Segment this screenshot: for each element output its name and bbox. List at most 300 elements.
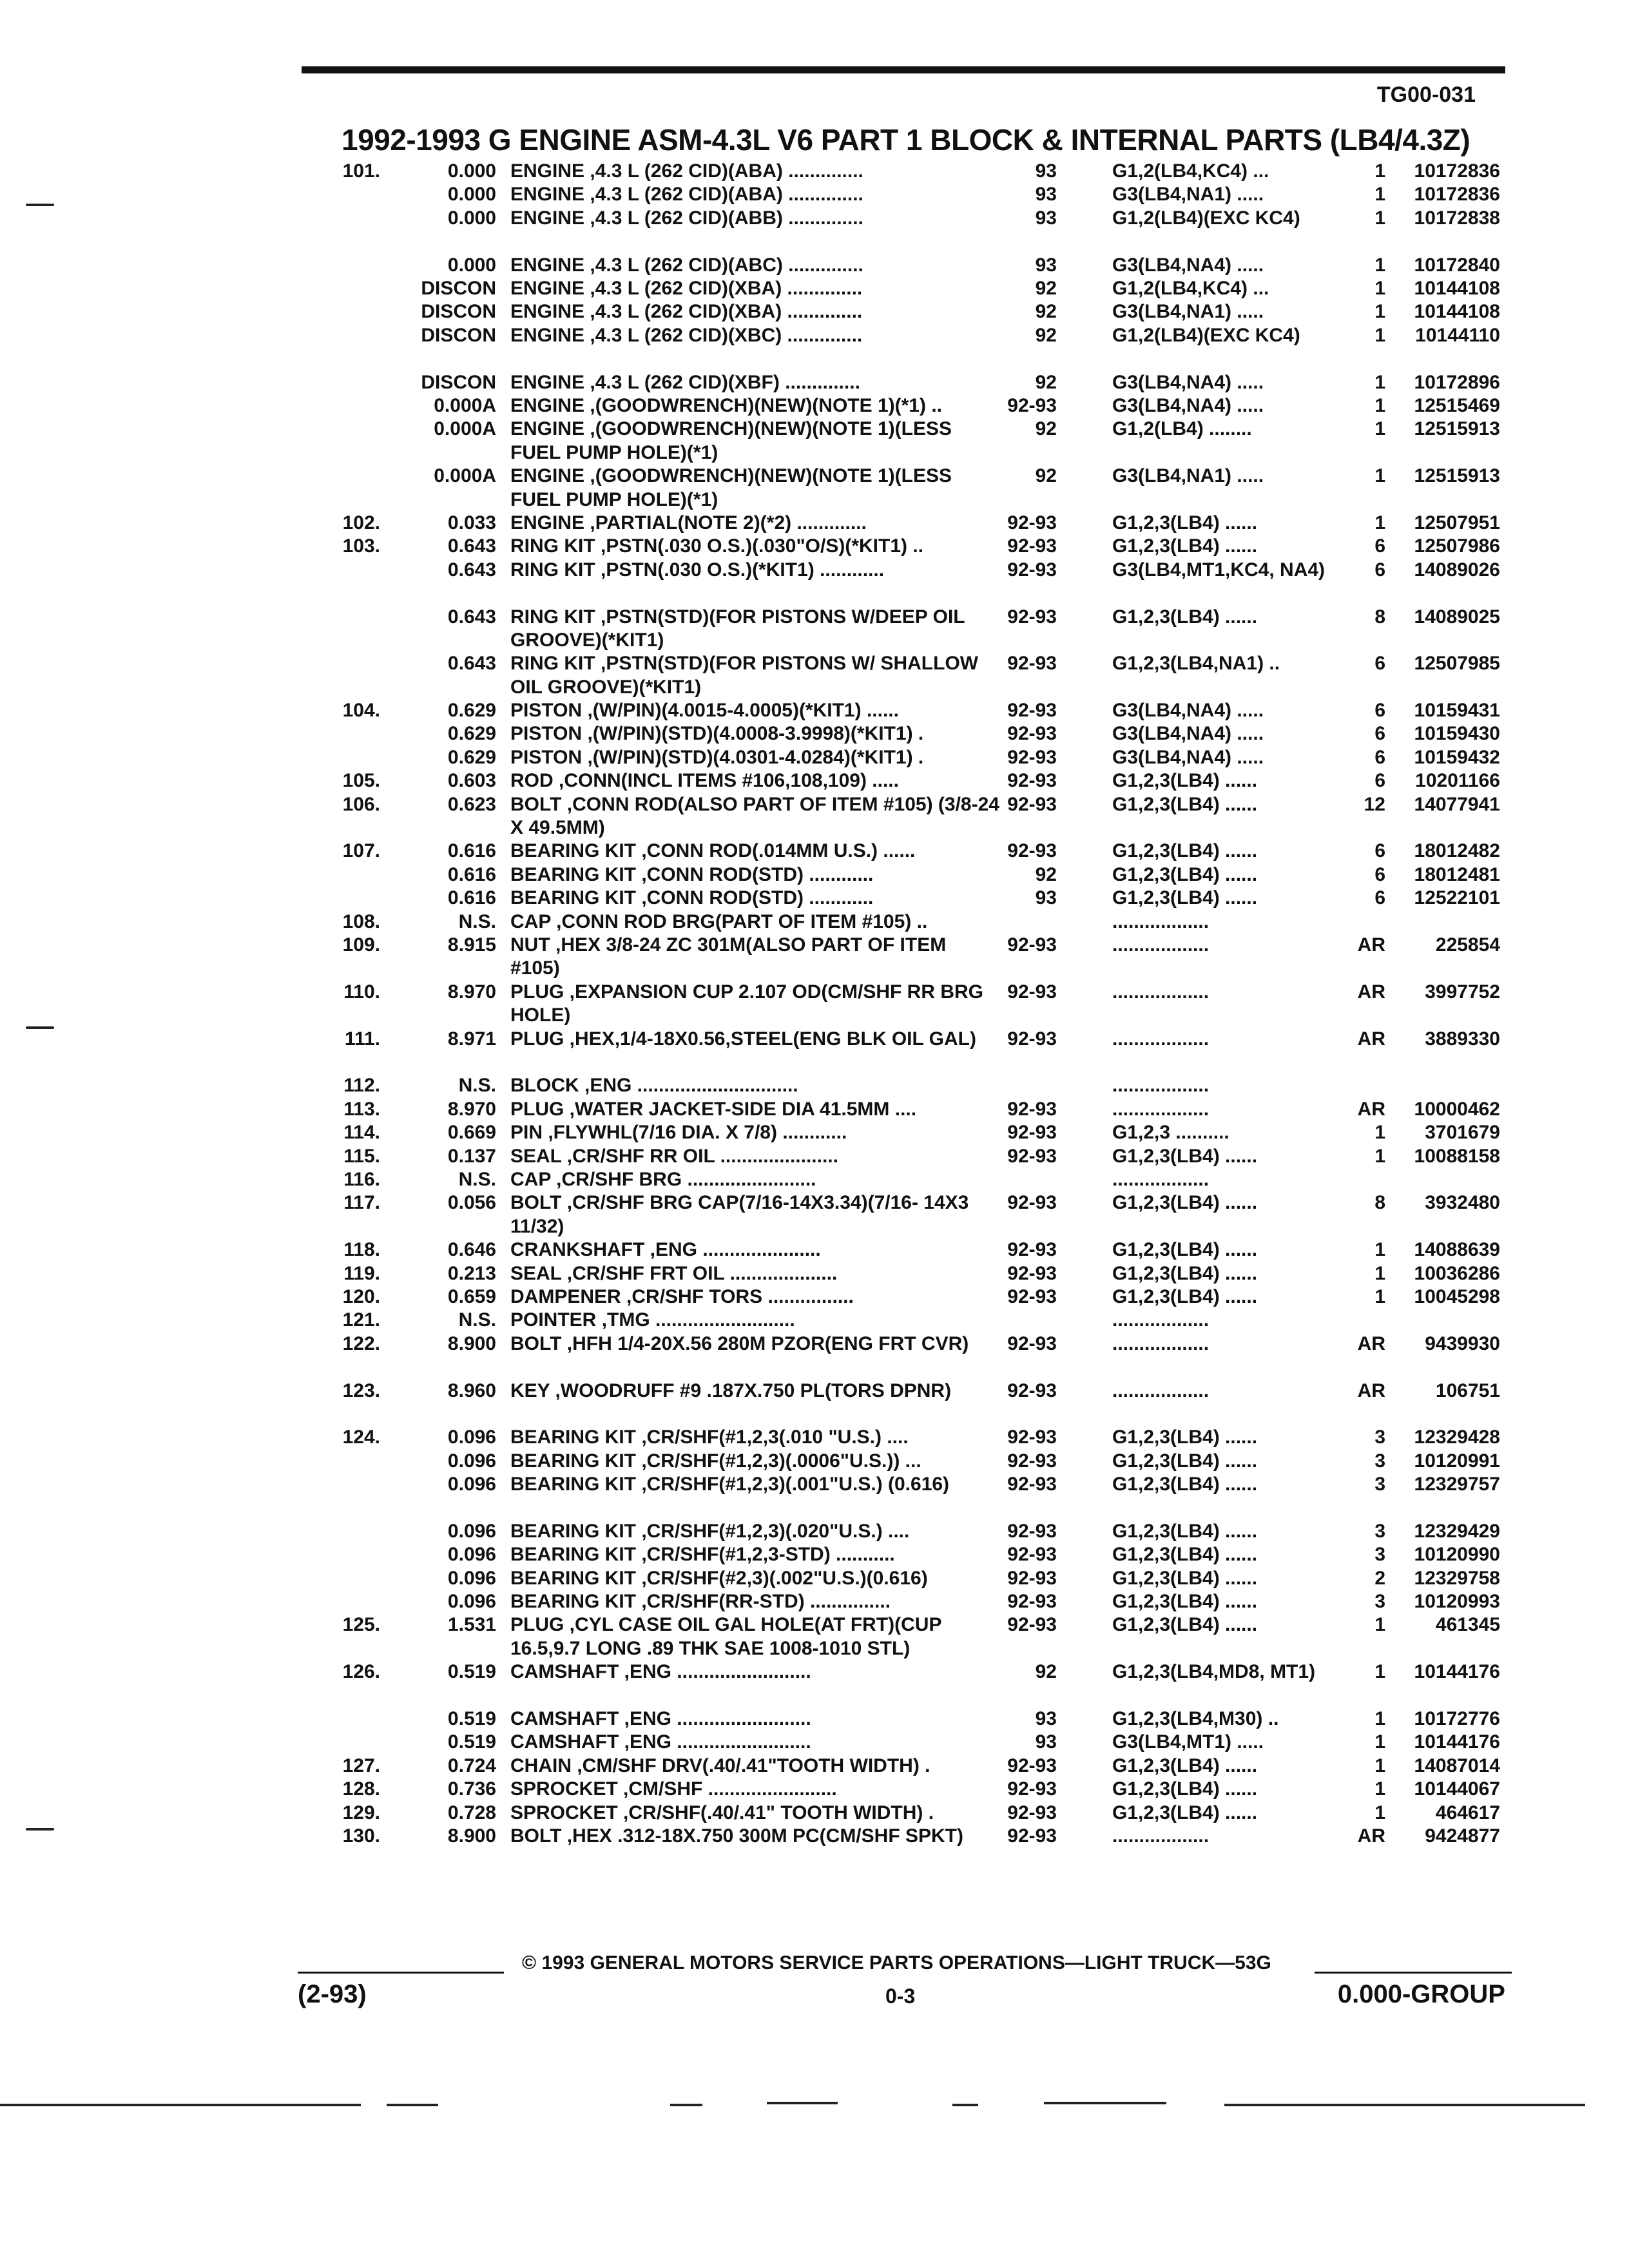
parts-row	[0, 1590, 1629, 1613]
quantity: 1	[1374, 512, 1385, 533]
quantity: 6	[1374, 723, 1385, 745]
part-number: 10159430	[1414, 723, 1500, 745]
model-codes: G3(LB4,NA4) .....	[1112, 746, 1264, 768]
model-codes: G1,2,3(LB4) ......	[1112, 1778, 1258, 1800]
quantity: 1	[1374, 465, 1385, 487]
part-name: BEARING KIT	[510, 1567, 636, 1589]
quantity: 1	[1374, 1285, 1385, 1307]
parts-row	[0, 277, 1629, 300]
parts-list	[0, 160, 1629, 1872]
part-name: PISTON	[510, 700, 583, 722]
part-name: BEARING KIT	[510, 1591, 636, 1613]
part-name: ENGINE	[510, 418, 585, 440]
quantity: 1	[1374, 1262, 1385, 1284]
group-prefix: 0.056	[447, 1192, 496, 1214]
parts-row	[0, 160, 1629, 183]
part-detail: ,HEX .312-18X.750 300M PC(CM/SHF SPKT)	[561, 1825, 963, 1847]
part-name: CAP	[510, 1168, 551, 1190]
part-description	[510, 652, 1000, 699]
model-years: 92-93	[1007, 1614, 1057, 1636]
part-description	[510, 1028, 1000, 1051]
model-codes: G3(LB4,NA4) .....	[1112, 700, 1264, 722]
part-detail: ,HFH 1/4-20X.56 280M PZOR(ENG FRT CVR)	[561, 1332, 969, 1354]
part-description	[510, 183, 1000, 206]
parts-row	[0, 1098, 1629, 1121]
model-years: 92-93	[1007, 606, 1057, 628]
group-prefix: 8.915	[447, 934, 496, 956]
group-prefix: 0.096	[447, 1591, 496, 1613]
parts-row	[0, 1121, 1629, 1144]
model-years: 92-93	[1007, 559, 1057, 581]
model-codes: G3(LB4,NA1) .....	[1112, 465, 1264, 487]
model-codes: G1,2,3(LB4) ......	[1112, 1192, 1258, 1214]
model-years: 92-93	[1007, 770, 1057, 792]
part-description	[510, 606, 1000, 653]
quantity: 1	[1374, 1802, 1385, 1823]
ref-number: 105.	[342, 770, 380, 792]
group-prefix: 0.646	[447, 1239, 496, 1261]
part-name: ENGINE	[510, 301, 585, 323]
model-codes: ..................	[1112, 1098, 1210, 1120]
document-id: TG00-031	[1376, 82, 1476, 107]
model-codes: G1,2(LB4,KC4) ...	[1112, 160, 1269, 182]
part-detail: ,HEX 3/8-24 ZC 301M(ALSO PART OF ITEM #105)	[510, 934, 947, 979]
part-detail: ,PSTN(.030 O.S.)(*KIT1) ............	[595, 559, 885, 581]
footer-page-number: 0-3	[885, 1984, 916, 2008]
part-detail: ,PARTIAL(NOTE 2)(*2) .............	[584, 512, 867, 533]
model-years: 92-93	[1007, 934, 1057, 956]
ref-number: 115.	[343, 1145, 380, 1167]
model-codes: G3(LB4,MT1) .....	[1112, 1731, 1264, 1753]
part-detail: ,HEX,1/4-18X0.56,STEEL(ENG BLK OIL GAL)	[564, 1028, 976, 1050]
model-years: 92	[1035, 465, 1057, 487]
part-detail: ,CONN ROD(ALSO PART OF ITEM #105) (3/8-24 X 49.5MM)	[510, 793, 999, 839]
ref-number: 129.	[342, 1802, 380, 1823]
group-prefix: 0.000A	[434, 418, 496, 440]
part-description	[510, 1379, 1000, 1403]
group-prefix: 0.643	[447, 559, 496, 581]
group-prefix: 8.900	[447, 1825, 496, 1847]
model-codes: G1,2,3(LB4,NA1) ..	[1112, 653, 1280, 675]
model-years: 92-93	[1007, 653, 1057, 675]
part-description	[510, 1262, 1000, 1285]
group-prefix: 0.096	[447, 1427, 496, 1448]
footer-group: 0.000-GROUP	[1337, 1980, 1505, 2008]
part-name: NUT	[510, 934, 550, 956]
parts-row	[0, 722, 1629, 745]
part-number: 9439930	[1425, 1332, 1500, 1354]
part-name: PLUG	[510, 1098, 564, 1120]
part-number: 14077941	[1414, 793, 1500, 815]
part-name: SPROCKET	[510, 1802, 618, 1823]
part-detail: ,WOODRUFF #9 .187X.750 PL(TORS DPNR)	[550, 1379, 952, 1401]
model-years: 92-93	[1007, 1332, 1057, 1354]
parts-row	[0, 183, 1629, 206]
group-prefix: 0.213	[447, 1262, 496, 1284]
part-detail: ,4.3 L (262 CID)(XBA) ..............	[584, 301, 863, 323]
model-codes: G1,2,3(LB4) ......	[1112, 1544, 1258, 1566]
quantity: AR	[1357, 1098, 1385, 1120]
part-description	[510, 1778, 1000, 1801]
group-prefix: DISCON	[421, 301, 496, 323]
part-number: 10088158	[1414, 1145, 1500, 1167]
parts-row	[0, 1660, 1629, 1707]
part-name: BOLT	[510, 793, 562, 815]
model-years: 92-93	[1007, 1450, 1057, 1472]
ref-number: 127.	[342, 1754, 380, 1776]
part-description	[510, 300, 1000, 323]
model-codes: G1,2,3(LB4) ......	[1112, 1145, 1258, 1167]
group-prefix: 0.603	[447, 770, 496, 792]
part-name: ENGINE	[510, 207, 585, 229]
group-prefix: 0.519	[447, 1731, 496, 1753]
part-name: SEAL	[510, 1262, 562, 1284]
group-prefix: 0.728	[447, 1802, 496, 1823]
ref-number: 108.	[342, 910, 380, 932]
ref-number: 130.	[342, 1825, 380, 1847]
parts-row	[0, 1285, 1629, 1309]
model-codes: G1,2(LB4,KC4) ...	[1112, 277, 1269, 299]
part-detail: ,CR/SHF(#1,2,3)(.0006"U.S.)) ...	[636, 1450, 921, 1472]
group-prefix: 0.096	[447, 1544, 496, 1566]
model-codes: G1,2,3(LB4) ......	[1112, 1262, 1258, 1284]
part-number: 10120993	[1414, 1591, 1500, 1613]
group-prefix: N.S.	[458, 910, 496, 932]
group-prefix: 0.096	[447, 1474, 496, 1495]
part-number: 14089025	[1414, 606, 1500, 628]
part-name: PLUG	[510, 981, 564, 1003]
part-detail: ,CM/SHF ........................	[617, 1778, 837, 1800]
model-codes: G1,2,3(LB4,MD8, MT1)	[1112, 1661, 1316, 1683]
model-years: 92-93	[1007, 512, 1057, 533]
model-codes: G3(LB4,NA1) .....	[1112, 184, 1264, 206]
part-name: ENGINE	[510, 371, 585, 393]
model-codes: G1,2,3(LB4) ......	[1112, 770, 1258, 792]
scan-dash	[387, 2104, 438, 2106]
parts-row	[0, 1543, 1629, 1566]
footer-rule-right	[1315, 1972, 1512, 1974]
part-description	[510, 535, 1000, 558]
model-years: 92-93	[1007, 840, 1057, 862]
part-number: 10159431	[1414, 700, 1500, 722]
quantity: 1	[1374, 1122, 1385, 1144]
parts-row	[0, 324, 1629, 371]
model-years: 92-93	[1007, 793, 1057, 815]
model-codes: G1,2,3(LB4) ......	[1112, 1567, 1258, 1589]
footer-rule-left	[298, 1972, 504, 1974]
quantity: 1	[1374, 1778, 1385, 1800]
model-codes: ..................	[1112, 1028, 1210, 1050]
part-description	[510, 699, 1000, 722]
quantity: 3	[1374, 1474, 1385, 1495]
scan-dash	[1044, 2102, 1166, 2104]
parts-row	[0, 371, 1629, 394]
part-number: 10172776	[1414, 1708, 1500, 1730]
parts-row	[0, 465, 1629, 512]
part-number: 10144110	[1415, 324, 1500, 346]
part-description	[510, 769, 1000, 793]
ref-number: 118.	[343, 1239, 380, 1261]
group-prefix: 0.137	[447, 1145, 496, 1167]
model-years: 92-93	[1007, 535, 1057, 557]
part-description	[510, 207, 1000, 230]
model-years: 92-93	[1007, 700, 1057, 722]
quantity: 1	[1374, 160, 1385, 182]
quantity: 8	[1374, 1192, 1385, 1214]
quantity: AR	[1357, 934, 1385, 956]
model-years: 93	[1035, 254, 1057, 276]
quantity: 6	[1374, 887, 1385, 909]
part-detail: ,EXPANSION CUP 2.107 OD(CM/SHF RR BRG HOLE)	[510, 981, 984, 1026]
parts-row	[0, 1520, 1629, 1543]
model-years: 92-93	[1007, 394, 1057, 416]
ref-number: 101.	[342, 160, 380, 182]
part-number: 12507951	[1414, 512, 1500, 533]
part-number: 3932480	[1425, 1192, 1500, 1214]
parts-row	[0, 512, 1629, 535]
part-detail: ,4.3 L (262 CID)(XBF) ..............	[584, 371, 860, 393]
footer-date: (2-93)	[298, 1980, 367, 2008]
part-detail: ,4.3 L (262 CID)(XBA) ..............	[584, 277, 863, 299]
part-number: 14087014	[1414, 1754, 1500, 1776]
group-prefix: 0.623	[447, 793, 496, 815]
part-number: 10144067	[1414, 1778, 1500, 1800]
part-number: 12515913	[1414, 418, 1500, 440]
part-description	[510, 465, 1000, 512]
ref-number: 126.	[342, 1661, 380, 1683]
part-description	[510, 1285, 1000, 1309]
part-description	[510, 160, 1000, 183]
group-prefix: 0.000	[447, 207, 496, 229]
part-description	[510, 254, 1000, 277]
ref-number: 124.	[342, 1427, 380, 1448]
parts-row	[0, 207, 1629, 254]
quantity: 1	[1374, 207, 1385, 229]
part-name: ENGINE	[510, 254, 585, 276]
part-detail: ,CR/SHF(RR-STD) ...............	[636, 1591, 891, 1613]
part-name: RING KIT	[510, 559, 595, 581]
part-number: 10172836	[1414, 160, 1500, 182]
part-number: 14088639	[1414, 1239, 1500, 1261]
group-prefix: DISCON	[421, 277, 496, 299]
part-number: 10144176	[1414, 1731, 1500, 1753]
part-number: 12329758	[1414, 1567, 1500, 1589]
parts-row	[0, 559, 1629, 606]
part-description	[510, 1121, 1000, 1144]
parts-row	[0, 981, 1629, 1028]
part-number: 12507985	[1414, 653, 1500, 675]
part-description	[510, 863, 1000, 887]
model-codes: G1,2,3(LB4) ......	[1112, 1520, 1258, 1542]
ref-number: 102.	[342, 512, 380, 533]
part-name: CAP	[510, 910, 551, 932]
part-detail: ,PSTN(STD)(FOR PISTONS W/DEEP OIL GROOVE)(*KIT1)	[510, 606, 965, 651]
group-prefix: 0.000	[447, 184, 496, 206]
part-number: 18012482	[1414, 840, 1500, 862]
group-prefix: DISCON	[421, 324, 496, 346]
model-years: 92	[1035, 863, 1057, 885]
parts-row	[0, 418, 1629, 465]
part-name: BEARING KIT	[510, 840, 636, 862]
ref-number: 112.	[343, 1075, 380, 1097]
parts-row	[0, 300, 1629, 323]
quantity: 1	[1374, 324, 1385, 346]
part-number: 10172838	[1414, 207, 1500, 229]
parts-row	[0, 1567, 1629, 1590]
model-years: 93	[1035, 207, 1057, 229]
quantity: 1	[1374, 1754, 1385, 1776]
model-codes: G1,2,3(LB4) ......	[1112, 1614, 1258, 1636]
quantity: 1	[1374, 1661, 1385, 1683]
quantity: 6	[1374, 700, 1385, 722]
ref-number: 117.	[343, 1192, 380, 1214]
parts-row	[0, 1473, 1629, 1520]
group-prefix: 0.000A	[434, 465, 496, 487]
ref-number: 128.	[342, 1778, 380, 1800]
group-prefix: 8.900	[447, 1332, 496, 1354]
part-detail: ,CR/SHF BRG CAP(7/16-14X3.34)(7/16- 14X3 11/32)	[510, 1192, 969, 1237]
part-description	[510, 910, 1000, 934]
part-name: PISTON	[510, 746, 583, 768]
part-detail: ,CR/SHF(#1,2,3-STD) ...........	[636, 1544, 895, 1566]
model-codes: G3(LB4,MT1,KC4, NA4)	[1112, 559, 1325, 581]
part-name: POINTER	[510, 1309, 597, 1331]
quantity: 12	[1364, 793, 1385, 815]
part-detail: ,4.3 L (262 CID)(ABC) ..............	[584, 254, 863, 276]
scan-dash	[670, 2104, 702, 2106]
part-name: ENGINE	[510, 512, 585, 533]
quantity: 6	[1374, 746, 1385, 768]
parts-row	[0, 652, 1629, 699]
part-detail: ,ENG ..............................	[579, 1075, 798, 1097]
part-number: 12507986	[1414, 535, 1500, 557]
ref-number: 123.	[342, 1379, 380, 1401]
quantity: 6	[1374, 559, 1385, 581]
part-detail: ,ENG .........................	[619, 1731, 811, 1753]
margin-mark	[26, 1026, 54, 1029]
part-description	[510, 371, 1000, 394]
group-prefix: 0.033	[447, 512, 496, 533]
part-description	[510, 1754, 1000, 1778]
part-description	[510, 840, 1000, 863]
part-name: PLUG	[510, 1614, 564, 1636]
model-years: 92-93	[1007, 1474, 1057, 1495]
model-years: 92-93	[1007, 1098, 1057, 1120]
model-years: 92	[1035, 301, 1057, 323]
part-name: ENGINE	[510, 277, 585, 299]
model-codes: G1,2,3(LB4) ......	[1112, 1591, 1258, 1613]
model-codes: G1,2,3(LB4) ......	[1112, 887, 1258, 909]
ref-number: 104.	[342, 700, 380, 722]
model-years: 92-93	[1007, 1262, 1057, 1284]
model-codes: G1,2,3(LB4) ......	[1112, 1474, 1258, 1495]
parts-row	[0, 1191, 1629, 1238]
part-name: ENGINE	[510, 324, 585, 346]
part-detail: ,FLYWHL(7/16 DIA. X 7/8) ............	[543, 1122, 847, 1144]
group-prefix: DISCON	[421, 371, 496, 393]
part-number: 10045298	[1414, 1285, 1500, 1307]
part-name: KEY	[510, 1379, 550, 1401]
parts-row	[0, 1731, 1629, 1754]
part-name: PIN	[510, 1122, 543, 1144]
model-years: 92-93	[1007, 1379, 1057, 1401]
quantity: 1	[1374, 1239, 1385, 1261]
quantity: 1	[1374, 1708, 1385, 1730]
part-detail: ,CONN ROD(.014MM U.S.) ......	[636, 840, 916, 862]
model-codes: G3(LB4,NA4) .....	[1112, 394, 1264, 416]
part-number: 225854	[1435, 934, 1500, 956]
parts-row	[0, 606, 1629, 653]
quantity: AR	[1357, 981, 1385, 1003]
part-detail: ,ENG .........................	[619, 1661, 811, 1683]
scan-dash	[767, 2102, 838, 2104]
part-detail: ,4.3 L (262 CID)(ABB) ..............	[584, 207, 863, 229]
model-years: 92	[1035, 324, 1057, 346]
model-years: 92-93	[1007, 1192, 1057, 1214]
model-years: 92-93	[1007, 723, 1057, 745]
scan-dash	[0, 2104, 361, 2106]
part-description	[510, 1074, 1000, 1097]
part-name: BEARING KIT	[510, 1474, 636, 1495]
part-number: 12329757	[1414, 1474, 1500, 1495]
quantity: 6	[1374, 840, 1385, 862]
part-name: BEARING KIT	[510, 1544, 636, 1566]
parts-row	[0, 1262, 1629, 1285]
part-name: ENGINE	[510, 160, 585, 182]
parts-row	[0, 1707, 1629, 1731]
part-name: CRANKSHAFT	[510, 1239, 645, 1261]
group-prefix: 0.736	[447, 1778, 496, 1800]
part-name: RING KIT	[510, 653, 595, 675]
quantity: AR	[1357, 1379, 1385, 1401]
model-years: 92-93	[1007, 1145, 1057, 1167]
model-years: 93	[1035, 887, 1057, 909]
part-description	[510, 1191, 1000, 1238]
part-description	[510, 1520, 1000, 1543]
parts-row	[0, 1168, 1629, 1191]
part-description	[510, 1098, 1000, 1121]
ref-number: 114.	[343, 1122, 380, 1144]
scan-dash	[1224, 2104, 1585, 2106]
part-detail: ,WATER JACKET-SIDE DIA 41.5MM ....	[564, 1098, 917, 1120]
quantity: 1	[1374, 301, 1385, 323]
part-number: 12515469	[1414, 394, 1500, 416]
part-description	[510, 1825, 1000, 1848]
part-description	[510, 746, 1000, 769]
part-name: RING KIT	[510, 535, 595, 557]
part-number: 3701679	[1425, 1122, 1500, 1144]
part-detail: ,PSTN(.030 O.S.)(.030"O/S)(*KIT1) ..	[595, 535, 924, 557]
group-prefix: 0.629	[447, 723, 496, 745]
part-description	[510, 277, 1000, 300]
margin-mark	[26, 204, 54, 206]
part-name: BLOCK	[510, 1075, 579, 1097]
group-prefix: N.S.	[458, 1168, 496, 1190]
model-codes: ..................	[1112, 1379, 1210, 1401]
quantity: 6	[1374, 863, 1385, 885]
part-number: 10000462	[1414, 1098, 1500, 1120]
group-prefix: 0.643	[447, 653, 496, 675]
model-years: 92-93	[1007, 1567, 1057, 1589]
part-description	[510, 1426, 1000, 1449]
part-name: ENGINE	[510, 394, 585, 416]
part-detail: ,ENG .........................	[619, 1708, 811, 1730]
group-prefix: 0.616	[447, 863, 496, 885]
parts-row	[0, 793, 1629, 840]
model-years: 92-93	[1007, 1122, 1057, 1144]
part-detail: ,CONN(INCL ITEMS #106,108,109) .....	[553, 770, 899, 792]
part-detail: ,(GOODWRENCH)(NEW)(NOTE 1)(LESS FUEL PUMP HOLE)(*1)	[510, 418, 952, 463]
